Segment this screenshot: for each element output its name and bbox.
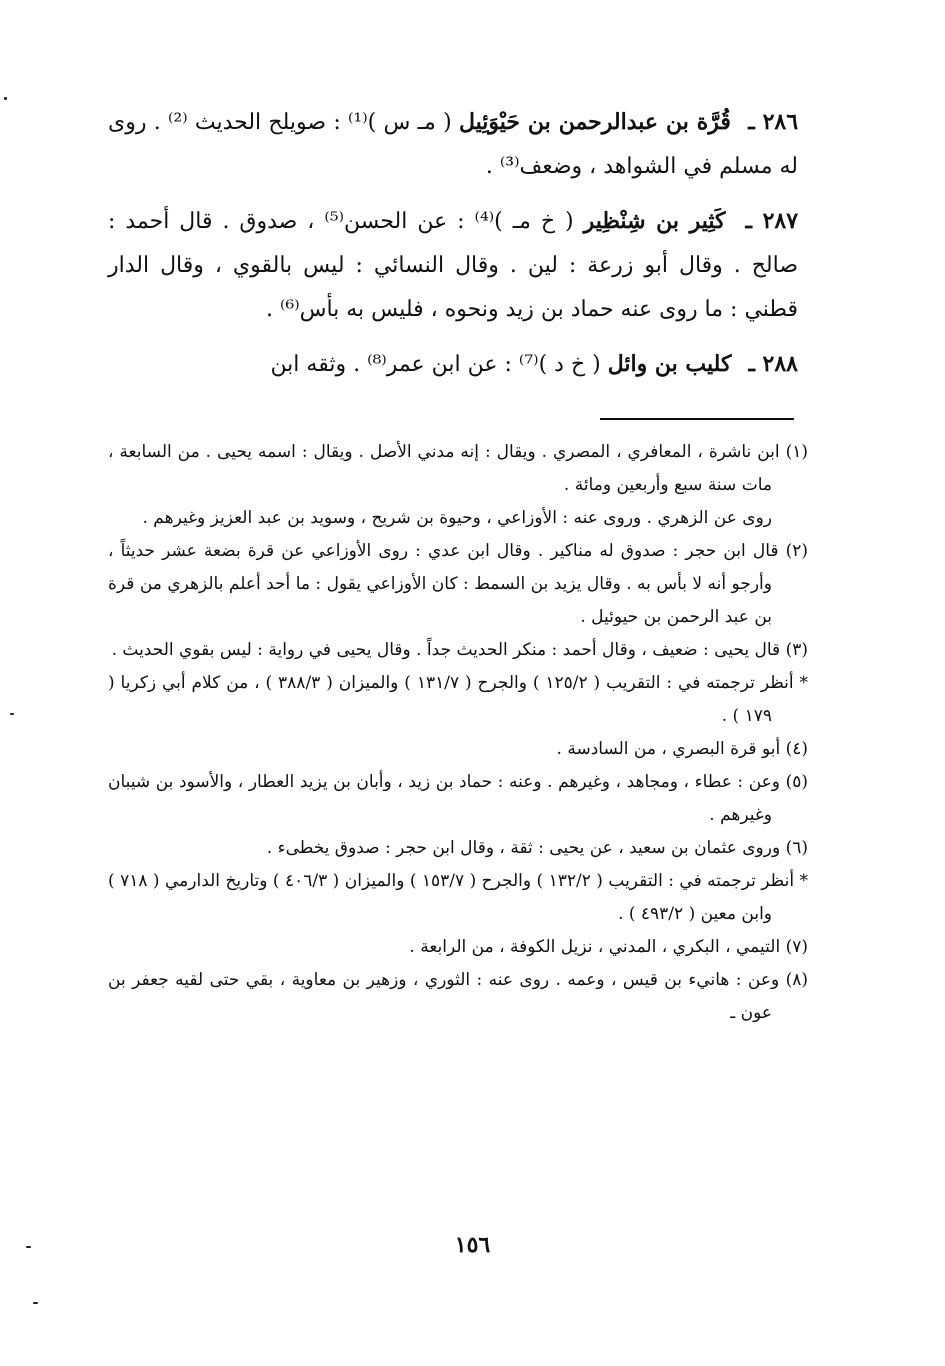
narrator-name: كَثِير بن شِنْظِير [583,208,726,234]
entry-number: ٢٨٨ ـ [748,351,798,377]
scan-speck [26,1246,31,1248]
footnote-reference-1: * أنظر ترجمته في : التقريب ( ١٢٥/٢ ) والجرح ( ١٣١/٧ ) والميزان ( ٣٨٨/٣ ) ، من كلام أبي زكريا ( ١٧٩ ) . [108,673,808,726]
scan-speck [4,97,7,100]
scan-speck [10,713,14,715]
footnote-reference-2: * أنظر ترجمته في : التقريب ( ١٣٢/٢ ) والجرح ( ١٥٣/٧ ) والميزان ( ٤٠٦/٣ ) وتاريخ الدارمي ( ٧١٨ ) وابن معين ( ٤٩٣/٢ ) . [108,871,808,924]
main-text [108,100,798,397]
footnote-5: (٥) وعن : عطاء ، ومجاهد ، وغيرهم . وعنه : حماد بن زيد ، وأبان بن يزيد العطار ، والأسود بن شيبان وغيرهم . [108,772,808,825]
footnote-separator [600,418,794,420]
narrator-name: كليب بن وائل [607,351,732,377]
footnote-6: (٦) وروى عثمان بن سعيد ، عن يحيى : ثقة ، وقال ابن حجر : صدوق يخطىء . [266,838,808,858]
footnote-8: (٨) وعن : هانيء بن قيس ، وعمه . روى عنه : الثوري ، وزهير بن معاوية ، بقي حتى لقيه جعفر بن عون ـ [108,970,808,1023]
biography-entry-287 [108,199,798,332]
biography-entry-288 [108,342,798,387]
narrator-name: قُرَّة بن عبدالرحمن بن حَيْوَئِيل [458,109,731,135]
biography-entry-286 [108,100,798,189]
entry-text: ( خ د )⁽⁷⁾ : عن ابن عمر⁽⁸⁾ . وثقه ابن [270,352,601,377]
footnote-3: (٣) قال يحيى : ضعيف ، وقال أحمد : منكر الحديث جداً . وقال يحيى في رواية : ليس بقوي الحديث . [111,640,808,660]
footnote-4: (٤) أبو قرة البصري ، من السادسة . [556,739,808,759]
entry-text: ( مـ س )⁽¹⁾ : صويلح الحديث ⁽²⁾ . روى له مسلم في الشواهد ، وضعف⁽³⁾ . [108,110,798,179]
footnote-1-continued: روى عن الزهري . وروى عنه : الأوزاعي ، وحيوة بن شريح ، وسويد بن عبد العزيز وغيرهم . [142,508,772,528]
entry-text: ( خ مـ )⁽⁴⁾ : عن الحسن⁽⁵⁾ ، صدوق . قال أحمد : صالح . وقال أبو زرعة : لين . وقال النسائي : ليس بالقوي ، وقال الدار قطني : ما روى عنه حماد بن زيد ونحوه ، فليس به بأس⁽⁶⁾ . [108,209,798,322]
entry-number: ٢٨٧ ـ [745,208,799,234]
footnote-1: (١) ابن ناشرة ، المعافري ، المصري . ويقال : إنه مدني الأصل . ويقال : اسمه يحيى . من السابعة ، مات سنة سبع وأربعين ومائة . [108,442,808,495]
footnotes [108,436,808,1030]
page-number: ١٥٦ [454,1232,491,1258]
footnote-2: (٢) قال ابن حجر : صدوق له مناكير . وقال ابن عدي : روى الأوزاعي عن قرة بضعة عشر حديثاً ، وأرجو أنه لا بأس به . وقال يزيد بن السمط : كان الأوزاعي يقول : ما أحد أعلم بالزهري من قرة بن عبد الرحمن بن حيوئيل . [108,541,808,627]
scan-speck [33,1302,38,1304]
footnote-7: (٧) التيمي ، البكري ، المدني ، نزيل الكوفة ، من الرابعة . [409,937,808,957]
entry-number: ٢٨٦ ـ [748,109,799,135]
